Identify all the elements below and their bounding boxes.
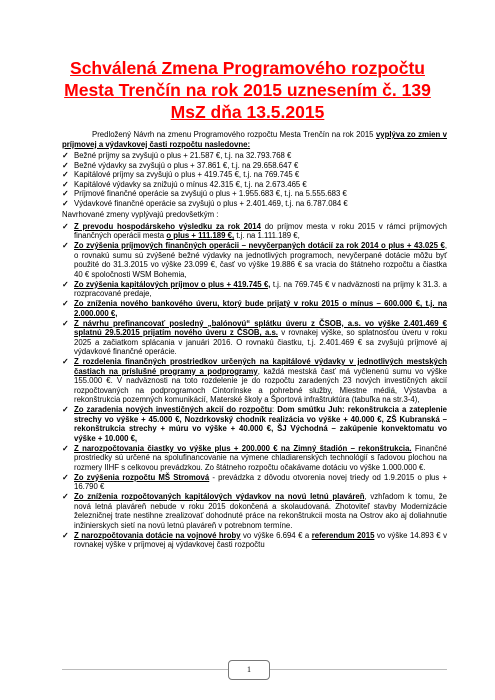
change-highlight-2: Dom smútku Juh: rekonštrukcia a zateplenie strechy vo výške + 45.000 €, Nozdrkovský chodník realizácia vo výške + 40.000 €, ZŠ Kubranská – rekonštrukcia strechy + múru vo výške + 40.000 €, ŠJ Východná – zakúpenie konvektomatu vo výške + 10.000 €, xyxy=(74,405,448,443)
intro-bold-text: vyplýva zo zmien v príjmovej a výdavkovej časti rozpočtu nasledovne: xyxy=(62,130,448,149)
change-highlight: Zo zvýšenia príjmových finančných operácii – nevyčerpaných dotácií za rok 2014 o plus + 43.025 € xyxy=(74,241,445,250)
check-icon: ✓ xyxy=(62,357,69,366)
intro-paragraph xyxy=(62,130,447,149)
change-text: do príjmov mesta v roku 2015 v rámci príjmových finančných operácii mesta xyxy=(74,221,447,240)
check-icon: ✓ xyxy=(62,299,69,308)
change-highlight: Z narozpočtovania dotácie na vojnové hroby xyxy=(74,530,241,540)
changes-list xyxy=(62,222,447,550)
change-highlight-2: o plus + 111.189 €, xyxy=(166,231,235,240)
check-icon: ✓ xyxy=(62,318,69,328)
check-icon: ✓ xyxy=(62,443,69,453)
document-title-line-3: MsZ dňa 13.5.2015 xyxy=(170,102,325,122)
check-icon: ✓ xyxy=(62,530,69,540)
change-item xyxy=(62,280,447,299)
change-text: : xyxy=(271,405,278,414)
change-highlight: Z návrhu prefinancovať posledný „balónovú“ splátku úveru z ČSOB, a.s. vo výške 2.401.469 € splatnú 29.5.2015 prijatím nového úveru z ČSOB, a.s. xyxy=(74,318,447,337)
change-text: - prevádzka z dôvodu otvorenia novej triedy od 1.9.2015 o plus + 16.790 € xyxy=(74,472,447,491)
check-icon: ✓ xyxy=(62,241,69,250)
change-text-2: vo výške 14.893 € v rovnakej výške v príjmovej aj výdavkovej časti rozpočtu xyxy=(74,530,447,549)
document-body xyxy=(62,130,447,550)
check-icon: ✓ xyxy=(62,179,69,189)
check-icon: ✓ xyxy=(62,189,69,198)
check-icon: ✓ xyxy=(62,160,69,170)
change-highlight: Z narozpočtovania čiastky vo výške plus + 200.000 € na Zimný štadión – rekonštrukcia. xyxy=(74,443,412,453)
check-icon: ✓ xyxy=(62,279,69,289)
summary-item xyxy=(62,161,447,171)
change-text: v rovnakej výške, so splatnosťou úveru v roku 2025 a začiatkom splácania v januári 2016. O rovnakú čiastku, t.j. 2.401.469 € sa zvyšujú príjmové aj výdavkové finančné operácie. xyxy=(74,328,447,356)
change-item xyxy=(62,473,447,492)
summary-item xyxy=(62,199,447,209)
change-highlight: Zo zvýšenia kapitálových príjmov o plus + 419.745 €, xyxy=(74,279,271,289)
change-highlight: Zo zníženia nového bankového úveru, ktorý bude prijatý v roku 2015 o mínus – 600.000 €, t.j. na 2.000.000 €, xyxy=(74,299,447,318)
change-text: , o rovnakú sumu sú zvýšené bežné výdavky na jednotlivých programoch, nevyčerpané dotácie môžu byť použité do 31.3.2015 vo výške 23.099 €, časť vo výške 19.886 € sa vracia do štátneho rozpočtu a čiastka 40 € spoločnosti WSM Bohemia, xyxy=(74,241,447,279)
summary-item xyxy=(62,180,447,190)
change-item xyxy=(62,492,447,530)
check-icon: ✓ xyxy=(62,221,69,231)
change-text: , každá mestská časť má vyčlenenú sumu vo výške 155.000 €. V nadväznosti na toto rozdelenie je do rozpočtu zaradených 23 nových investičných akcií rozpočtovaných na podprogramoch Cintorínske a pohrebné služby, Miestne médiá, Výstavba a rekonštrukcia pozemných komunikácií, Materské školy a Športová infraštruktúra (tabuľka na str.3-4), xyxy=(74,366,447,404)
document-title-line-1: Schválená Zmena Programového rozpočtu xyxy=(70,58,425,78)
summary-text: Bežné príjmy sa zvyšujú o plus + 21.587 €, t.j. na 32.793.768 € xyxy=(74,151,292,160)
change-text: t.j. na 769.745 € v nadväznosti na príjmy k 31.3. a rozpracované predaje, xyxy=(74,279,447,298)
summary-item xyxy=(62,151,447,161)
change-item xyxy=(62,405,447,443)
summary-item xyxy=(62,189,447,199)
change-item xyxy=(62,299,447,318)
check-icon: ✓ xyxy=(62,472,69,482)
change-highlight-2: referendum 2015 xyxy=(311,530,375,540)
change-item xyxy=(62,222,447,241)
change-text: , vzhľadom k tomu, že nová letná plaváreň nebude v roku 2015 dokončená a skolaudovaná. Zhotoviteľ stavby Modernizácie železničnej trate nestihne zrealizovať dohodnuté práce na rekonštrukcii mosta na Ostrov ako aj doliahnutie inžinierskych sietí na novú letnú plaváreň v potrebnom termíne. xyxy=(74,492,447,530)
change-text: vo výške 6.694 € a xyxy=(240,530,312,540)
summary-text: Bežné výdavky sa zvyšujú o plus + 37.861 €, t.j. na 29.658.647 € xyxy=(74,160,299,170)
change-highlight: Zo zvýšenia rozpočtu MŠ Stromová xyxy=(74,472,210,482)
change-highlight: Zo zníženia rozpočtovaných kapitálových výdavkov na novú letnú plaváreň xyxy=(74,492,365,501)
summary-text: Kapitálové príjmy sa zvyšujú o plus + 419.745 €, t.j. na 769.745 € xyxy=(74,170,300,179)
proposed-changes-heading: Navrhované zmeny vyplývajú predovšetkým : xyxy=(62,210,219,219)
check-icon: ✓ xyxy=(62,198,69,208)
change-text-2: t.j. na 1.111.189 €, xyxy=(234,231,300,240)
intro-text: Predložený Návrh na zmenu Programového rozpočtu Mesta Trenčín na rok 2015 xyxy=(92,130,376,139)
change-highlight: Z rozdelenia finančných prostriedkov určených na kapitálové výdavky v jednotlivých mestských častiach na príslušné programy a podprogramy xyxy=(74,357,447,376)
change-item xyxy=(62,357,447,405)
check-icon: ✓ xyxy=(62,170,69,179)
summary-text: Výdavkové finančné operácie sa zvyšujú o plus + 2.401.469, t.j. na 6.787.084 € xyxy=(74,198,348,208)
summary-text: Kapitálové výdavky sa znižujú o mínus 42.315 €, t.j. na 2.673.465 € xyxy=(74,179,307,189)
change-item xyxy=(62,241,447,279)
change-text: Finančné prostriedky sú určené na spolufinancovanie na výmene chladiarenských technológií s ľadovou plochou na rozmery IIHF s celkovou prevádzkou. Zo štátneho rozpočtu očakávame dotáciu vo výške 1.000.000 €. xyxy=(74,443,448,472)
change-item xyxy=(62,319,447,357)
change-highlight: Z prevodu hospodárskeho výsledku za rok 2014 xyxy=(74,221,261,231)
check-icon: ✓ xyxy=(62,492,69,501)
summary-item xyxy=(62,170,447,180)
document-title-line-2: Mesta Trenčín na rok 2015 uznesením č. 139 xyxy=(64,80,431,100)
summary-list xyxy=(62,151,447,208)
check-icon: ✓ xyxy=(62,151,69,160)
page-number: 1 xyxy=(228,660,270,680)
change-item xyxy=(62,531,447,550)
check-icon: ✓ xyxy=(62,405,69,414)
change-highlight: Zo zaradenia nových investičných akcií do rozpočtu xyxy=(74,405,272,414)
summary-text: Príjmové finančné operácie sa zvyšujú o plus + 1.955.683 €, t.j. na 5.555.683 € xyxy=(74,189,347,198)
change-item xyxy=(62,444,447,473)
